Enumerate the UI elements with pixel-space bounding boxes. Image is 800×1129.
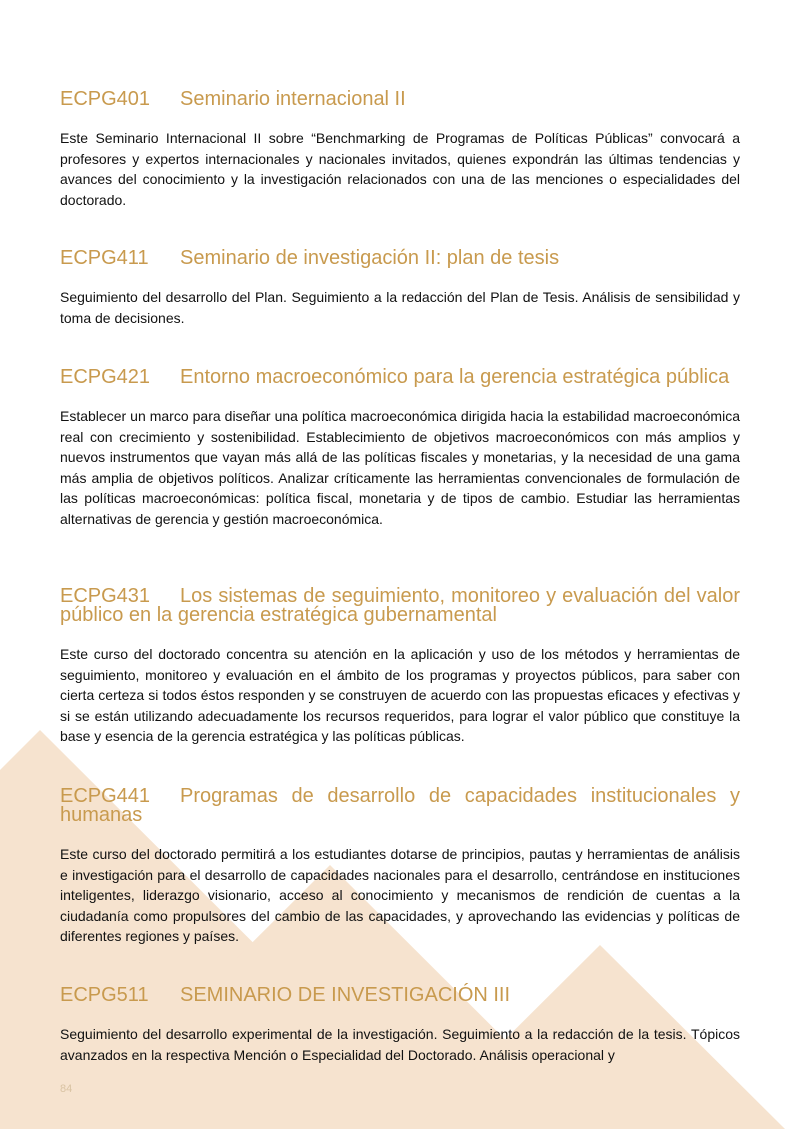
course-title: SEMINARIO DE INVESTIGACIÓN III	[180, 984, 511, 1006]
course-heading	[60, 986, 740, 1005]
course-description: Seguimiento del desarrollo experimental de la investigación. Seguimiento a la redacción de la tesis. Tópicos avanzados en la respectiva Mención o Especialidad del Doctorado. Análisis operacional y	[60, 1026, 740, 1063]
course-code: ECPG431	[60, 585, 151, 607]
course-description: Este curso del doctorado concentra su atención en la aplicación y uso de los métodos y herramientas de seguimiento, monitoreo y evaluación en el ámbito de los programas y proyectos públicos, para saber con cierta certeza si todos éstos responden y se construyen de acuerdo con las propuestas eficaces y efectivas y si se están utilizando adecuadamente los recursos requeridos, para lograr el valor público que constituye la base y esencia de la gerencia estratégica y las políticas públicas.	[60, 646, 740, 745]
course-title: Programas de desarrollo de capacidades institucionales y humanas	[60, 785, 740, 826]
course-title: Seminario de investigación II: plan de tesis	[180, 247, 560, 269]
course-code: ECPG511	[60, 984, 149, 1006]
course-description: Establecer un marco para diseñar una política macroeconómica dirigida hacia la estabilidad macroeconómica real con crecimiento y sostenibilidad. Establecimiento de objetivos macroeconómicos con más amplios y nuevos instrumentos que vayan más allá de las políticas fiscales y monetarias, y la necesidad de una gama más amplia de objetivos políticos. Analizar críticamente las herramientas convencionales de formulación de las políticas macroeconómicas: política fiscal, monetaria y de tipos de cambio. Estudiar las herramientas alternativas de gerencia y gestión macroeconómica.	[60, 408, 740, 527]
page-number: 84	[60, 1083, 73, 1095]
course-ecpg421	[60, 368, 740, 530]
course-heading	[60, 587, 740, 625]
course-ecpg431	[60, 587, 740, 747]
course-ecpg411	[60, 249, 740, 328]
course-ecpg511	[60, 986, 740, 1065]
course-ecpg441	[60, 787, 740, 947]
course-title: Seminario internacional II	[180, 88, 406, 110]
course-title: Entorno macroeconómico para la gerencia estratégica pública	[180, 366, 730, 388]
course-heading	[60, 90, 740, 109]
course-description: Seguimiento del desarrollo del Plan. Seguimiento a la redacción del Plan de Tesis. Análisis de sensibilidad y toma de decisiones.	[60, 289, 740, 326]
course-heading	[60, 787, 740, 825]
course-title: Los sistemas de seguimiento, monitoreo y evaluación del valor público en la gerencia estratégica gubernamental	[60, 585, 740, 626]
course-description: Este curso del doctorado permitirá a los estudiantes dotarse de principios, pautas y herramientas de análisis e investigación para el desarrollo de capacidades nacionales para el desarrollo, centrándose en instituciones inteligentes, liderazgo visionario, acceso al conocimiento y mecanismos de rendición de cuentas a la ciudadanía como propulsores del cambio de las capacidades, y aprovechando las evidencias y políticas de diferentes regiones y países.	[60, 846, 740, 945]
course-ecpg401	[60, 90, 740, 210]
course-description: Este Seminario Internacional II sobre “Benchmarking de Programas de Políticas Públicas” convocará a profesores y expertos internacionales y nacionales invitados, quienes expondrán las últimas tendencias y avances del conocimiento y la investigación relacionados con una de las menciones o especialidades del doctorado.	[60, 130, 740, 208]
course-heading	[60, 249, 740, 268]
course-code: ECPG401	[60, 88, 151, 110]
course-code: ECPG441	[60, 785, 151, 807]
course-code: ECPG421	[60, 366, 151, 388]
course-heading	[60, 368, 740, 387]
course-code: ECPG411	[60, 247, 149, 269]
